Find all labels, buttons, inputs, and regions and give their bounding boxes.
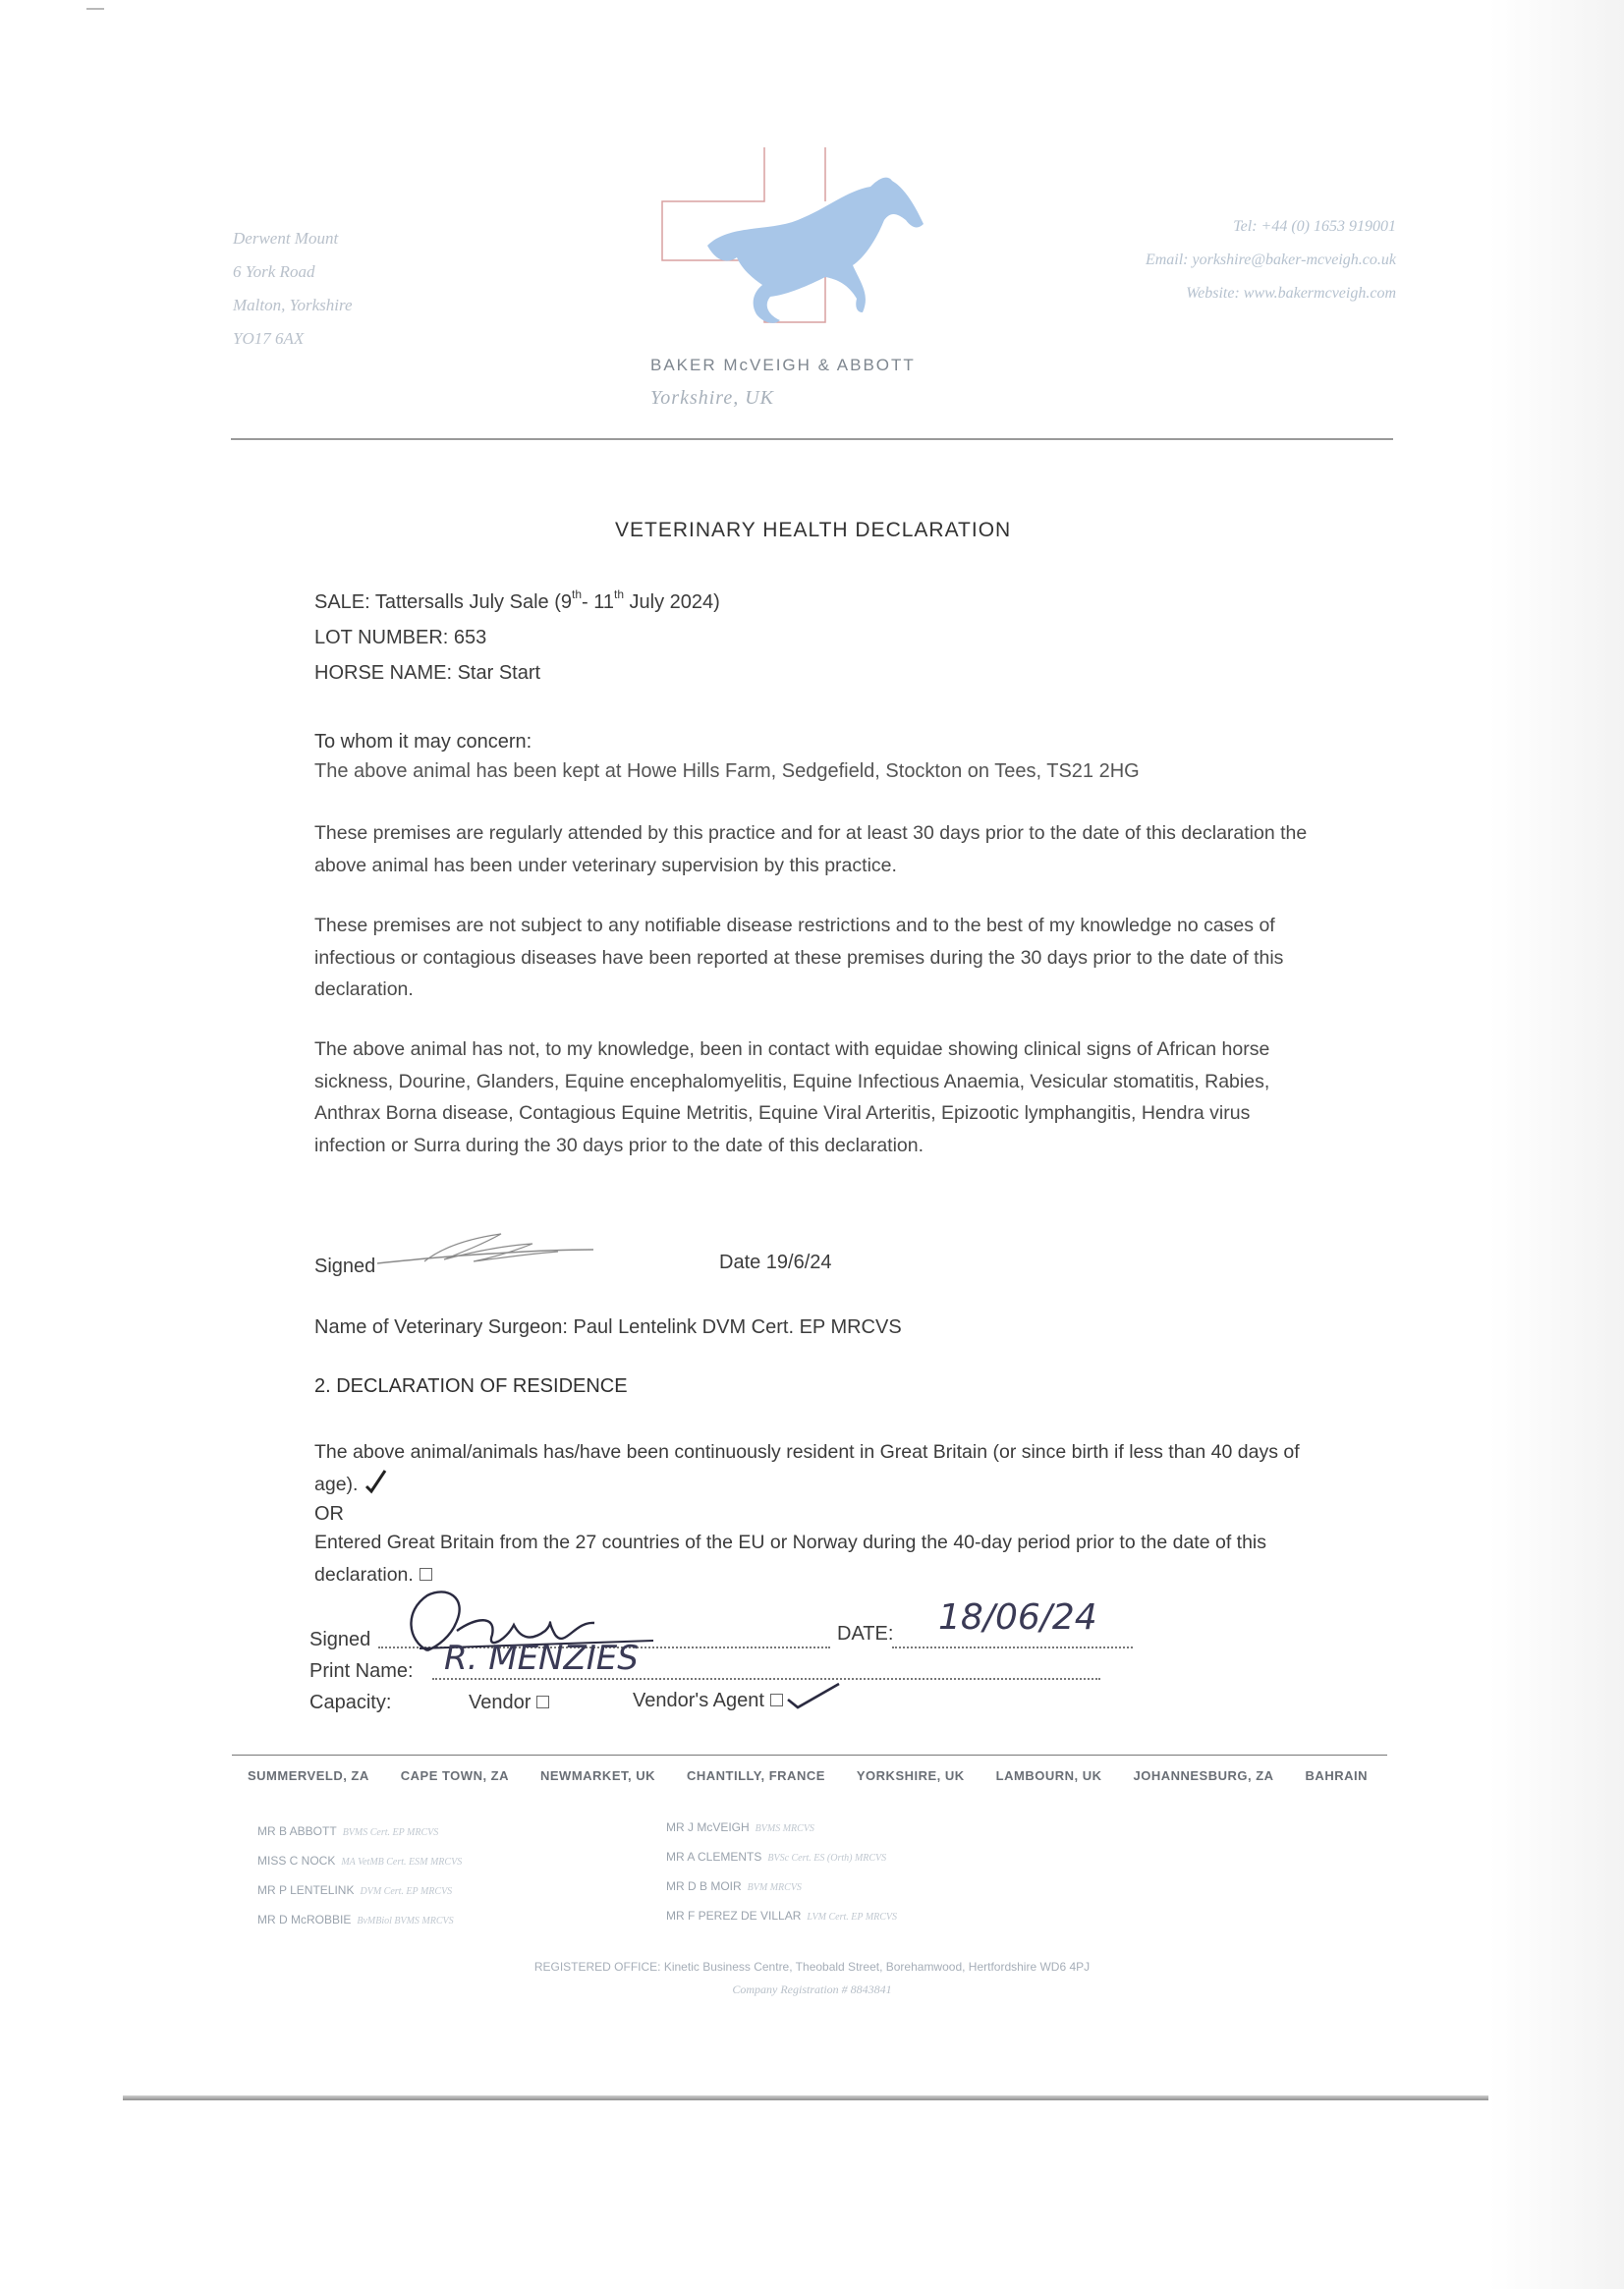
practice-address [233, 222, 353, 356]
disease-paragraph: The above animal has not, to my knowledge, been in contact with equidae showing clinical signs of African horse sickness, Dourine, Glanders, Equine encephalomyelitis, Equine Infectious Anaemia, Vesicular stomatitis, Rabies, Anthrax Borna disease, Contagious Equine Metritis, Equine Viral Arteritis, Epizootic lymphangitis, Hendra virus infection or Surra during the 30 days prior to the date of this declaration. [314, 1038, 1270, 1156]
document-title: VETERINARY HEALTH DECLARATION [615, 519, 1012, 541]
lot-number: LOT NUMBER: 653 [314, 627, 487, 648]
staff-name: MR D B MOIR [666, 1879, 742, 1893]
practice-contact [1003, 210, 1396, 310]
sale-mid: - 11 [582, 591, 614, 613]
handwritten-date: 18/06/24 [938, 1597, 1097, 1638]
vet-signed-label: Signed [314, 1256, 376, 1277]
contact-email: Email: yorkshire@baker-mcveigh.co.uk [1145, 251, 1396, 268]
staff-quals: BVSc Cert. ES (Orth) MRCVS [767, 1853, 887, 1864]
sale-end: July 2024) [624, 591, 720, 613]
office-city: JOHANNESBURG, ZA [1133, 1768, 1274, 1783]
staff-entry [666, 1902, 897, 1931]
office-city: LAMBOURN, UK [995, 1768, 1102, 1783]
staff-entry [666, 1872, 897, 1902]
staff-name: MR A CLEMENTS [666, 1850, 762, 1864]
office-city: SUMMERVELD, ZA [248, 1768, 369, 1783]
supervision-paragraph: These premises are regularly attended by this practice and for at least 30 days prior to the date of this declaration the above animal has been under veterinary supervision by this practice. [314, 822, 1308, 876]
capacity-label: Capacity: [309, 1692, 392, 1713]
header-divider [231, 438, 1393, 440]
office-city: CAPE TOWN, ZA [400, 1768, 510, 1783]
vendor-checkbox[interactable] [536, 1696, 549, 1708]
staff-name: MISS C NOCK [257, 1854, 336, 1868]
staff-quals: BVMS MRCVS [755, 1823, 814, 1834]
practice-name: BAKER McVEIGH & ABBOTT [650, 356, 916, 374]
staff-quals: BVM MRCVS [747, 1882, 802, 1893]
sale-label: SALE: Tattersalls July Sale (9 [314, 591, 572, 613]
sale-superscript: th [613, 587, 624, 601]
option-2-checkbox[interactable] [420, 1568, 432, 1581]
address-line: Derwent Mount [233, 229, 339, 248]
sale-line [314, 587, 720, 614]
address-line: 6 York Road [233, 262, 315, 281]
staff-name: MR D McROBBIE [257, 1913, 352, 1926]
restrictions-paragraph: These premises are not subject to any notifiable disease restrictions and to the best of my knowledge no cases of infectious or contagious diseases have been reported at these premises during the 30 days prior to the date of this declaration. [314, 915, 1284, 1000]
office-city: YORKSHIRE, UK [856, 1768, 965, 1783]
agent-checkbox[interactable] [770, 1694, 783, 1706]
staff-entry [257, 1847, 462, 1876]
office-locations [248, 1768, 1368, 1783]
office-city: BAHRAIN [1305, 1768, 1368, 1783]
residence-option-1-text: The above animal/animals has/have been continuously resident in Great Britain (or since birth if less than 40 days of age). [314, 1441, 1300, 1495]
staff-name: MR J McVEIGH [666, 1820, 750, 1834]
vet-signature [375, 1226, 601, 1275]
practice-region: Yorkshire, UK [650, 387, 774, 409]
scan-bottom-edge [123, 2095, 1488, 2100]
scan-edge-shading [1488, 0, 1624, 2289]
horse-name: HORSE NAME: Star Start [314, 662, 541, 684]
address-line: Malton, Yorkshire [233, 296, 353, 314]
residence-option-2-text: Entered Great Britain from the 27 countries of the EU or Norway during the 40-day period prior to the date of this declaration. [314, 1532, 1267, 1586]
address-line: YO17 6AX [233, 329, 305, 348]
agent-checkmark-icon [784, 1678, 843, 1711]
date-line [892, 1647, 1133, 1648]
premises-statement: The above animal has been kept at Howe Hills Farm, Sedgefield, Stockton on Tees, TS21 2HG [314, 760, 1140, 782]
handwritten-name: R. MENZIES [444, 1639, 639, 1678]
residence-option-1 [314, 1436, 1316, 1500]
staff-entry [257, 1906, 462, 1935]
print-name-line [432, 1678, 1100, 1680]
staff-quals: DVM Cert. EP MRCVS [360, 1886, 453, 1897]
footer-divider [232, 1755, 1387, 1756]
cross-and-galloping-horse-logo-icon [660, 147, 955, 344]
greeting: To whom it may concern: [314, 731, 532, 753]
staff-name: MR F PEREZ DE VILLAR [666, 1909, 802, 1923]
staff-entry [257, 1876, 462, 1906]
staff-entry [257, 1817, 462, 1847]
residence-heading: 2. DECLARATION OF RESIDENCE [314, 1375, 628, 1397]
staff-quals: BVMS Cert. EP MRCVS [342, 1827, 439, 1838]
sale-superscript: th [571, 587, 582, 601]
staff-quals: BvMBiol BVMS MRCVS [357, 1916, 454, 1926]
company-registration: Company Registration # 8843841 [732, 1982, 892, 1996]
staff-quals: MA VetMB Cert. ESM MRCVS [341, 1857, 463, 1868]
staff-entry [666, 1814, 897, 1843]
capacity-vendor [469, 1692, 549, 1714]
staff-list-left [257, 1817, 462, 1935]
agent-label: Vendor's Agent [633, 1690, 764, 1711]
staff-entry [666, 1843, 897, 1872]
contact-website: Website: www.bakermcveigh.com [1186, 285, 1396, 302]
scan-mark [86, 8, 104, 10]
capacity-agent [633, 1690, 783, 1712]
or-separator: OR [314, 1503, 344, 1525]
vendor-label: Vendor [469, 1692, 532, 1713]
office-city: CHANTILLY, FRANCE [686, 1768, 825, 1783]
print-name-label: Print Name: [309, 1660, 414, 1682]
staff-list-right [666, 1814, 897, 1931]
office-city: NEWMARKET, UK [540, 1768, 655, 1783]
vet-name: Name of Veterinary Surgeon: Paul Lentelink DVM Cert. EP MRCVS [314, 1316, 902, 1338]
date-label: DATE: [837, 1623, 894, 1645]
registered-office: REGISTERED OFFICE: Kinetic Business Centre, Theobald Street, Borehamwood, Hertfordshire WD6 4PJ [533, 1960, 1091, 1974]
signed-label: Signed [309, 1629, 371, 1650]
vet-date: Date 19/6/24 [719, 1252, 832, 1273]
staff-name: MR B ABBOTT [257, 1824, 337, 1838]
staff-quals: LVM Cert. EP MRCVS [807, 1912, 898, 1923]
option-1-checkmark-icon[interactable] [364, 1469, 389, 1494]
staff-name: MR P LENTELINK [257, 1883, 355, 1897]
contact-phone: Tel: +44 (0) 1653 919001 [1233, 218, 1396, 235]
